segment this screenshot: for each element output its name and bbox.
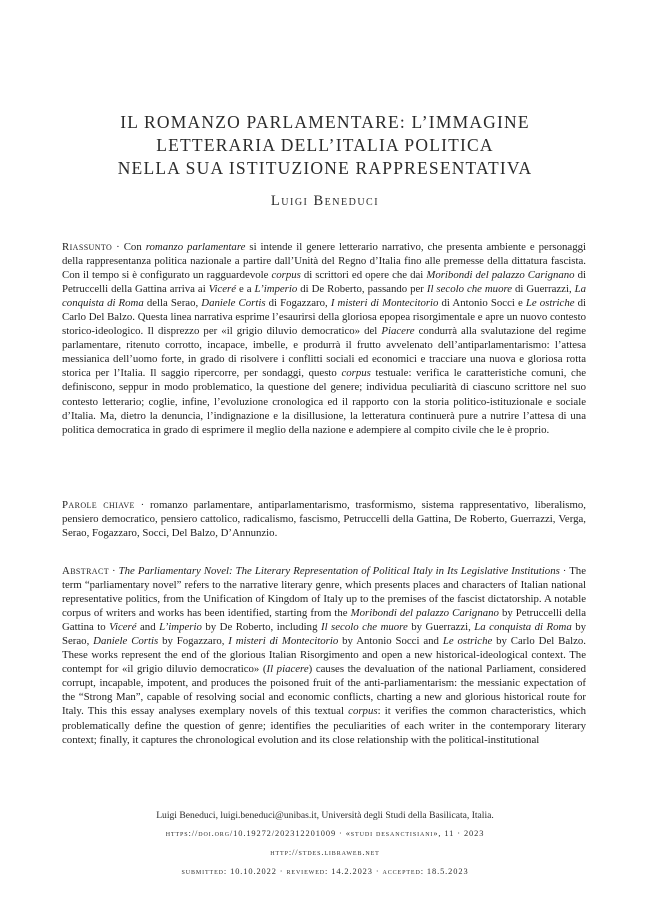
italic-run: Le ostriche bbox=[525, 297, 575, 310]
text-run: by Carlo Del Balzo. These works represent the end of the glorious Italian Risorgimento and open a new historical-ideological context. The contempt for «il grigio diluvio democratico» ( bbox=[62, 635, 587, 676]
text-run: di Antonio Socci e bbox=[438, 297, 526, 310]
text-run: di Carlo Del Balzo. Questa linea narrativa esprime l’esaurirsi della gloriosa epopea risorgimentale e apre un nuovo contesto storico-ideologico. Il disprezzo per «il grigio diluvio democratico» del bbox=[62, 297, 586, 338]
abstract-paragraph bbox=[62, 564, 586, 747]
italic-run: corpus bbox=[341, 367, 371, 380]
text-run: di Fogazzaro, bbox=[265, 297, 331, 310]
italic-run: Il secolo che muore bbox=[320, 621, 408, 634]
text-run: · The term “parliamentary novel” refers to the narrative literary genre, which presents places and characters of Italian national representative politics, from the Unification of Kingdom of Italy up to the premises of the fascist dictatorship. A notable corpus of writers and works has been identified, starting from the bbox=[62, 565, 587, 620]
riassunto-section bbox=[62, 240, 586, 437]
text-run: di Guerrazzi, bbox=[512, 283, 575, 296]
text-run: by Serao, bbox=[62, 621, 587, 648]
italic-run: L’imperio bbox=[159, 621, 202, 634]
text-run: di scrittori ed opere che dai bbox=[300, 269, 427, 282]
keywords-separator: · bbox=[134, 499, 150, 511]
text-run: di De Roberto, passando per bbox=[297, 283, 427, 296]
text-run: by Guerrazzi, bbox=[407, 621, 475, 634]
italic-run: The Parliamentary Novel: The Literary Representation of Political Italy in Its Legislative Institutions bbox=[118, 565, 560, 577]
doi-line: https://doi.org/10.19272/202312201009 · «studi desanctisiani», 11 · 2023 bbox=[165, 829, 485, 838]
submission-dates: submitted: 10.10.2022 · reviewed: 14.2.2023 · accepted: 18.5.2023 bbox=[181, 867, 469, 876]
italic-run: La conquista di Roma bbox=[474, 621, 572, 634]
riassunto-label: Riassunto bbox=[62, 241, 113, 253]
text-run: by Petruccelli della Gattina to bbox=[62, 607, 586, 634]
italic-run: romanzo parlamentare bbox=[145, 241, 246, 253]
text-run: and bbox=[136, 621, 160, 634]
author-name: Luigi Beneduci bbox=[270, 193, 380, 209]
riassunto-paragraph bbox=[62, 240, 586, 437]
italic-run: L’imperio bbox=[254, 283, 298, 296]
text-run: della Serao, bbox=[143, 297, 202, 310]
italic-run: Daniele Cortis bbox=[201, 297, 266, 310]
author-affiliation: Luigi Beneduci, luigi.beneduci@unibas.it, Università degli Studi della Basilicata, Italia. bbox=[156, 810, 494, 821]
text-run: : it verifies the common characteristics, which problematically define the question of genre; identifies the peculiarities of each writer in the contemporary literary context; finally, it captures the chronological evolution and its close relationship with the political-institutional bbox=[62, 705, 586, 746]
italic-run: I misteri di Montecitorio bbox=[330, 297, 439, 310]
text-run: condurrà alla svalutazione del regime parlamentare, ritenuto corrotto, incapace, imbelle, e produrrà il frutto avvelenato dell’antiparlamentarismo: l’attesa messianica dell’uomo forte, in grado di risolvere i conflitti sociali ed economici e tracciare una nuova e gloriosa rotta storica per l’Italia. Il saggio ripercorre, per sondaggi, questo bbox=[62, 325, 586, 380]
keywords-text: romanzo parlamentare, antiparlamentarismo, trasformismo, sistema rappresentativo, liberalismo, pensiero democratico, pensiero cattolico, radicalismo, fascismo, Petruccelli della Gattina, De Roberto, Guerrazzi, Verga, Serao, Fogazzaro, Socci, Del Balzo, D’Annunzio. bbox=[62, 499, 586, 540]
text-run: by Antonio Socci and bbox=[338, 635, 443, 648]
italic-run: Viceré bbox=[109, 621, 137, 634]
text-run: by Fogazzaro, bbox=[158, 635, 229, 648]
italic-run: Il piacere bbox=[266, 663, 309, 676]
text-run: ) causes the devaluation of the national Parliament, considered corrupt, incapable, impotent, and produces the poisoned fruit of the anti-parliamentarism: the messianic expectation of the “Strong Man”, capable of resolving social and economic conflicts, charting a new and glorious historical route for Italy. This this essay analyses exemplary novels of this textual bbox=[62, 663, 586, 718]
text-run: e a bbox=[236, 283, 255, 296]
italic-run: Piacere bbox=[381, 325, 415, 338]
italic-run: I misteri di Montecitorio bbox=[228, 635, 339, 648]
keywords-paragraph bbox=[62, 498, 586, 540]
keywords-label: Parole chiave bbox=[62, 499, 135, 511]
abstract-section bbox=[62, 564, 586, 747]
text-run: si intende il genere letterario narrativo, che presenta ambiente e personaggi della rappresentanza politica nazionale a partire dall’Unità del Regno d’Italia fino alle premesse della dittatura fascista. Con il tempo si è configurato un ragguardevole bbox=[62, 241, 587, 282]
text-run: testuale: verifica le caratteristiche comuni, che definiscono, seppur in modo problematico, la questione del genere; individua peculiarità di ciascuno scrittore nel suo contesto letterario; coglie, infine, l’evoluzione cronologica ed il rapporto con la storia politico-istituzionale e sociale d’Italia. Ma, dietro la denuncia, l’indignazione e la disillusione, la letteratura continuerà pure a nutrire l’attesa di una politica democratica in grado di esprimere il meglio della nazione e adempiere al compito civile che le è proprio. bbox=[62, 367, 587, 436]
italic-run: Daniele Cortis bbox=[93, 635, 159, 648]
abstract-separator: · bbox=[109, 565, 119, 577]
journal-website: http://stdes.libraweb.net bbox=[270, 848, 380, 857]
title-line-1: IL ROMANZO PARLAMENTARE: L’IMMAGINE bbox=[120, 112, 530, 132]
italic-run: Viceré bbox=[208, 283, 237, 296]
title-line-2: LETTERARIA DELL’ITALIA POLITICA bbox=[156, 135, 494, 155]
text-run: di Petruccelli della Gattina arriva ai bbox=[62, 269, 586, 296]
riassunto-text bbox=[62, 241, 586, 436]
italic-run: Moribondi del palazzo Carignano bbox=[426, 269, 575, 282]
italic-run: corpus bbox=[348, 705, 378, 718]
abstract-label: Abstract bbox=[62, 565, 110, 577]
italic-run: Moribondi del palazzo Carignano bbox=[350, 607, 499, 620]
italic-run: Il secolo che muore bbox=[426, 283, 513, 296]
riassunto-separator: · bbox=[112, 241, 124, 253]
keywords-section bbox=[62, 498, 586, 540]
text-run: by De Roberto, including bbox=[201, 621, 321, 634]
italic-run: corpus bbox=[271, 269, 301, 282]
italic-run: La conquista di Roma bbox=[62, 283, 586, 310]
text-run: Con bbox=[123, 241, 146, 253]
title-line-3: NELLA SUA ISTITUZIONE RAPPRESENTATIVA bbox=[117, 158, 533, 178]
article-title bbox=[40, 111, 610, 180]
italic-run: Le ostriche bbox=[442, 635, 493, 648]
abstract-text bbox=[62, 565, 586, 746]
